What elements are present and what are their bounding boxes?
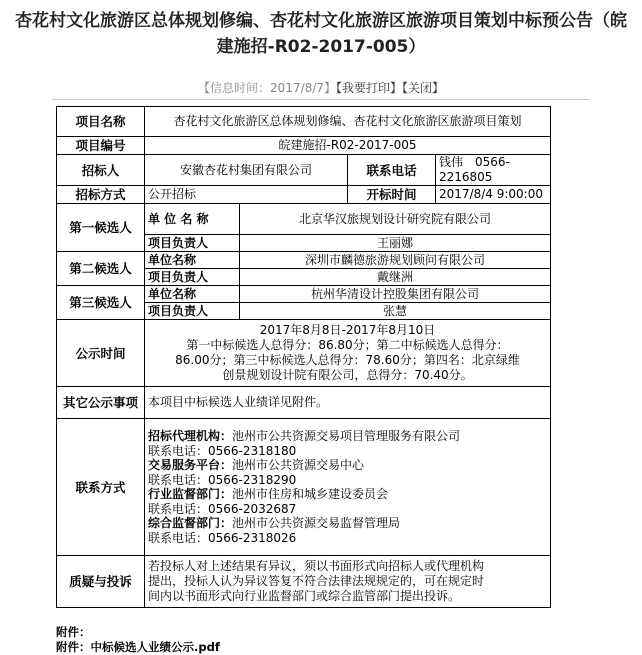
candidate3-unit-value: 杭州华清设计控股集团有限公司: [240, 286, 551, 303]
tenderer-contact-value: 钱伟 0566-2216805: [436, 155, 551, 186]
publicity-label: 公示时间: [57, 320, 145, 387]
tenderer-value: 安徽杏花村集团有限公司: [145, 155, 348, 186]
candidate2-lead-label: 项目负责人: [145, 269, 240, 286]
candidate1-label: 第一候选人: [57, 204, 145, 252]
candidate2-unit-value: 深圳市麟德旅游规划顾问有限公司: [240, 252, 551, 269]
project-code-label: 项目编号: [57, 137, 145, 155]
contact-label: 联系方式: [57, 419, 145, 556]
contact-entry-org: 池州市公共资源交易中心: [232, 458, 365, 472]
divider: [52, 99, 589, 100]
tenderer-label: 招标人: [57, 155, 145, 186]
close-link[interactable]: 【关闭】: [401, 81, 444, 95]
candidate3-unit-label: 单位名称: [145, 286, 240, 303]
attachment-link[interactable]: 附件：中标候选人业绩公示.pdf: [56, 640, 220, 654]
notice-table: [56, 106, 551, 608]
contact-entry-phone: 联系电话：0566-2032687: [148, 501, 297, 516]
contact-entry: [148, 516, 547, 531]
other-value: 本项目中标候选人业绩详见附件。: [145, 387, 551, 419]
project-name-value: 杏花村文化旅游区总体规划修编、杏花村文化旅游区旅游项目策划: [145, 107, 551, 137]
publicity-line: 2017年8月8日-2017年8月10日: [259, 323, 436, 337]
row-project-code: [57, 137, 551, 155]
method-value: 公开招标: [145, 186, 348, 204]
contact-entry: [148, 458, 547, 473]
contact-entry-name: 综合监督部门：: [148, 516, 233, 530]
contact-entry-org: 池州市公共资源交易监督管理局: [232, 516, 401, 530]
complaint-line: 提出，投标人认为异议答复不符合法律法规规定的，可在规定时: [148, 574, 485, 588]
info-bar: [0, 80, 642, 96]
candidate2-label: 第二候选人: [57, 252, 145, 286]
contact-entry-org: 池州市公共资源交易项目管理服务有限公司: [232, 429, 461, 443]
page-title: 杏花村文化旅游区总体规划修编、杏花村文化旅游区旅游项目策划中标预公告（皖建施招-R02-2017-005）: [15, 11, 627, 57]
open-time-label: 开标时间: [348, 186, 436, 204]
contact-entry-name: 行业监督部门：: [148, 487, 233, 501]
info-bracket-open: 【: [198, 81, 211, 95]
publicity-line: 创景规划设计院有限公司，总得分：70.40分。: [222, 368, 473, 382]
tenderer-contact-label: 联系电话: [348, 155, 436, 186]
print-link[interactable]: 【我要打印】: [335, 81, 402, 95]
contact-entry-org: 池州市住房和城乡建设委员会: [232, 487, 389, 501]
candidate2-unit-label: 单位名称: [145, 252, 240, 269]
candidate2-lead-value: 戴继洲: [240, 269, 551, 286]
contact-block: [145, 419, 551, 556]
contact-entry-phone: 联系电话：0566-2318026: [148, 530, 297, 545]
candidate1-lead-value: 王丽娜: [240, 235, 551, 252]
row-candidate2-unit: [57, 252, 551, 269]
info-time-value: 2017/8/7: [270, 81, 324, 95]
row-candidate3-unit: [57, 286, 551, 303]
info-bracket-close: 】: [323, 81, 336, 95]
complaint-line: 间内以书面形式向行业监督部门或综合监管部门提出投诉。: [148, 589, 461, 603]
row-other: [57, 387, 551, 419]
candidate3-lead-value: 张慧: [240, 303, 551, 320]
row-complaint: [57, 556, 551, 608]
candidate1-lead-label: 项目负责人: [145, 235, 240, 252]
contact-entry-name: 招标代理机构：: [148, 429, 233, 443]
row-project-name: [57, 107, 551, 137]
row-method: [57, 186, 551, 204]
row-publicity: [57, 320, 551, 387]
other-label: 其它公示事项: [57, 387, 145, 419]
contact-entry: [148, 487, 547, 502]
candidate3-lead-label: 项目负责人: [145, 303, 240, 320]
candidate1-unit-value: 北京华汉旅规划设计研究院有限公司: [240, 204, 551, 235]
open-time-value: 2017/8/4 9:00:00: [436, 186, 551, 204]
project-name-label: 项目名称: [57, 107, 145, 137]
attachments-label: 附件：: [56, 625, 91, 639]
row-tenderer: [57, 155, 551, 186]
publicity-value: [145, 320, 551, 387]
complaint-line: 若投标人对上述结果有异议，须以书面形式向招标人或代理机构: [148, 559, 485, 573]
contact-entry: [148, 429, 547, 444]
project-code-value: 皖建施招-R02-2017-005: [145, 137, 551, 155]
candidate1-unit-label: 单 位 名 称: [145, 204, 240, 235]
info-time-label: 信息时间：: [210, 81, 271, 95]
candidate3-label: 第三候选人: [57, 286, 145, 320]
contact-entry-name: 交易服务平台：: [148, 458, 233, 472]
row-candidate1-unit: [57, 204, 551, 235]
complaint-value: [145, 556, 551, 608]
contact-entry-phone: 联系电话：0566-2318290: [148, 472, 297, 487]
publicity-line: 第一中标候选人总得分：86.80分；第二中标候选人总得分：: [186, 338, 509, 352]
complaint-label: 质疑与投诉: [57, 556, 145, 608]
publicity-line: 86.00分；第三中标候选人总得分：78.60分；第四名：北京绿维: [175, 353, 520, 367]
contact-entry-phone: 联系电话：0566-2318180: [148, 443, 297, 458]
method-label: 招标方式: [57, 186, 145, 204]
row-contact: [57, 419, 551, 556]
